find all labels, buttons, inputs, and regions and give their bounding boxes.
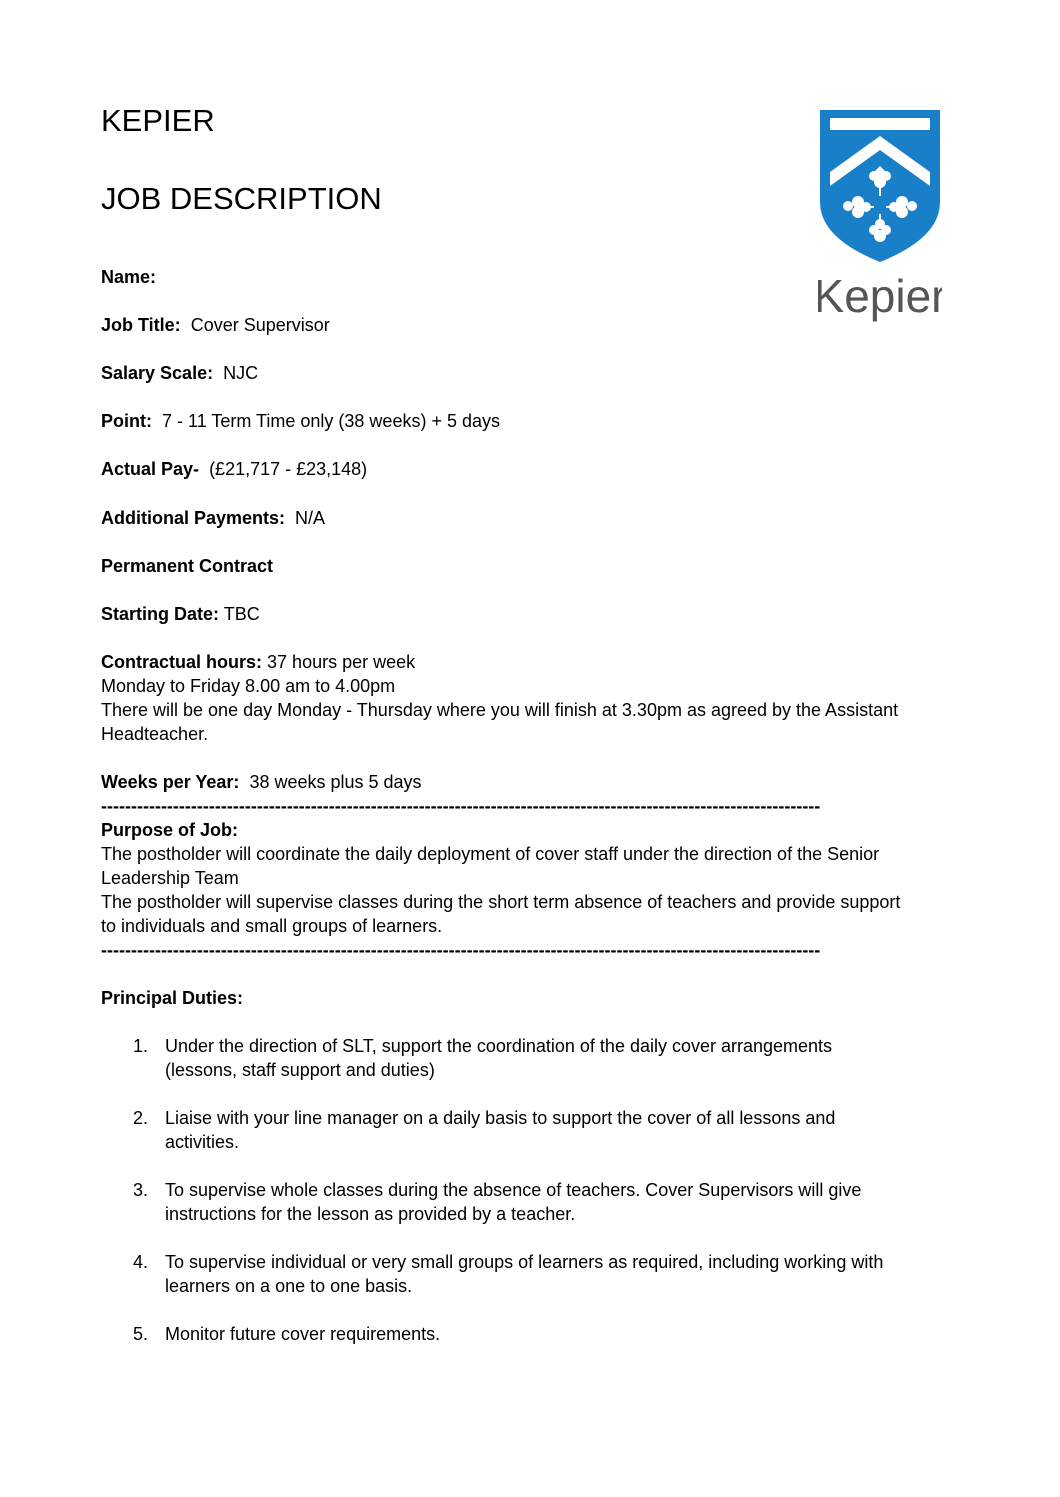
- field-point: Point: 7 - 11 Term Time only (38 weeks) + 5 days: [101, 411, 500, 431]
- duties-heading: Principal Duties:: [101, 988, 244, 1008]
- field-job-title: Job Title: Cover Supervisor: [101, 315, 330, 335]
- field-additional-payments: Additional Payments: N/A: [101, 508, 326, 528]
- field-contractual-hours: Contractual hours: 37 hours per week Monday to Friday 8.00 am to 4.00pm There will be one day Monday - Thursday where you will finish at 3.30pm as agreed by the Assistant Headteacher.: [101, 652, 899, 744]
- field-weeks-per-year: Weeks per Year: 38 weeks plus 5 days: [101, 772, 422, 792]
- kepier-logo: [818, 110, 942, 322]
- organisation-title: KEPIER: [101, 103, 215, 138]
- document-title: JOB DESCRIPTION: [101, 181, 382, 216]
- separator-line: ------------------------------------------------------------------------------------------------------------------------: [101, 940, 821, 960]
- field-salary-scale: Salary Scale: NJC: [101, 363, 259, 383]
- separator-line: ------------------------------------------------------------------------------------------------------------------------: [101, 796, 821, 816]
- field-starting-date: Starting Date: TBC: [101, 604, 260, 624]
- purpose-section: Purpose of Job: The postholder will coordinate the daily deployment of cover staff under the direction of the Senior Leadership Team The postholder will supervise classes during the short term absence of teachers and provide support to individuals and small groups of learners.: [101, 820, 901, 936]
- document-page: KEPIER JOB DESCRIPTION Kepier Name: Job Title: Cover Supervisor Salary Scale: NJC Point: 7 - 11 Term Time only (38 weeks) + 5 days Actual Pay- (£21,717 - £23,148) Additional Payments: N/A Permanent Contract Starting Date: TBC Contractual hours: 37 hours per week Monday to Friday 8.00 am to 4.00pm There will be one day Monday - Thursday where you will finish at 3.30pm as agreed by the Assistant Headteacher. Weeks per Year: 38 weeks plus 5 days ------------------------------------------------------------------------------------------------------------------------ Purpose of Job: The postholder will coordinate the daily deployment of cover staff under the direction of the Senior Leadership Team The postholder will supervise classes during the short term absence of teachers and provide support to individuals and small groups of learners. ------------------------------------------------------------------------------------------------------------------------ Principal Duties: 1. Under the direction of SLT, support the coordination of the daily cover arrangements (lessons, staff support and duties) 2. Liaise with your line manager on a daily basis to support the cover of all lessons and activities. 3. To supervise whole classes during the absence of teachers. Cover Supervisors will give instructions for the lesson as provided by a teacher. 4. To supervise individual or very small groups of learners as required, including working with learners on a one to one basis. 5. Monitor future cover requirements.: [0, 0, 1060, 1497]
- field-actual-pay: Actual Pay- (£21,717 - £23,148): [101, 459, 368, 479]
- logo-wordmark: Kepier: [818, 270, 942, 322]
- field-name: Name:: [101, 267, 157, 287]
- purpose-heading: Purpose of Job:: [101, 820, 239, 840]
- field-contract: Permanent Contract: [101, 556, 274, 576]
- shield-icon: [818, 110, 942, 322]
